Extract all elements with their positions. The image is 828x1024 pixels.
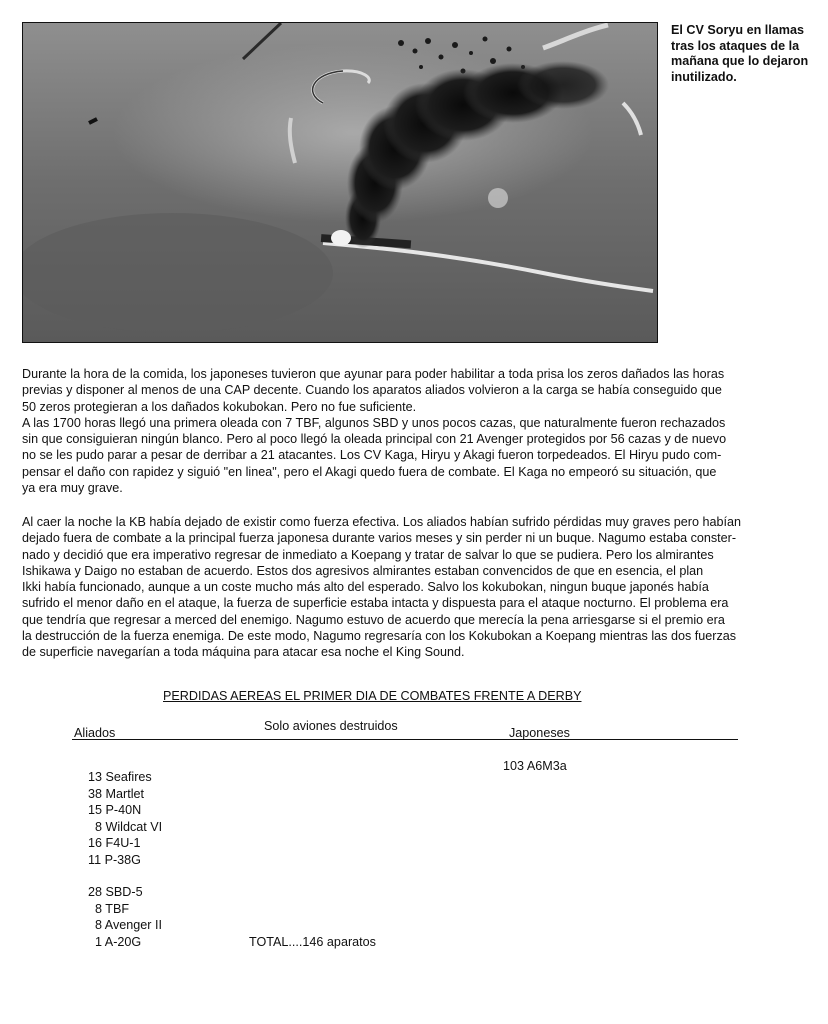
text-line: de superficie navegarían a toda máquina para atacar esa noche el King Sound. <box>22 645 465 660</box>
allies-column-header: Aliados <box>74 726 116 740</box>
list-item: 28 SBD-5 <box>88 885 143 899</box>
losses-table-title: PERDIDAS AEREAS EL PRIMER DIA DE COMBATES FRENTE A DERBY <box>163 689 582 703</box>
text-line: que tendría que regresar a merced del enemigo. Nagumo estuvo de acuerdo que merecía la pena arriesgarse si el premio era <box>22 612 725 627</box>
text-line: sin que consiguieran ningún blanco. Pero al poco llegó la oleada principal con 21 Avenger protegidos por 56 cazas y de nuevo <box>22 432 727 447</box>
list-item: 16 F4U-1 <box>88 836 141 850</box>
text-line: Ishikawa y Daigo no estaban de acuerdo. Estos dos agresivos almirantes estaban convencidos de que en esencia, el plan <box>22 563 704 578</box>
header-divider <box>72 739 738 740</box>
losses-subtitle: Solo aviones destruidos <box>264 719 398 733</box>
burning-carrier-photo-icon <box>23 23 657 342</box>
body-paragraph-1 <box>22 366 822 496</box>
list-item: 8 Wildcat VI <box>88 819 163 834</box>
list-item: 38 Martlet <box>88 786 144 801</box>
text-line: dejado fuera de combate a la principal fuerza japonesa durante varios meses y sin perder ni un buque. Nagumo estaba conster- <box>22 531 737 546</box>
text-line: sufrido el menor daño en el ataque, la fuerza de superficie estaba intacta y dispuesta para el ataque nocturno. El problema era <box>22 596 729 611</box>
list-item: 8 Avenger II <box>88 918 162 932</box>
losses-total: TOTAL....146 aparatos <box>249 935 376 949</box>
list-item: 13 Seafires <box>88 770 152 784</box>
text-line: Al caer la noche la KB había dejado de existir como fuerza efectiva. Los aliados habían sufrido pérdidas muy graves pero habían <box>22 515 741 529</box>
text-line: ya era muy grave. <box>22 481 123 496</box>
list-item: 15 P-40N <box>88 803 142 817</box>
text-line: Ikki había funcionado, aunque a un coste mucho más alto del esperado. Salvo los kokubokan, ningun buque japonés había <box>22 580 709 595</box>
japan-loss-item: 103 A6M3a <box>503 759 567 773</box>
text-line: no se les pudo parar a pesar de derribar a 21 atacantes. Los CV Kaga, Hiryu y Akagi fueron torpedeados. El Hiryu pudo com- <box>22 448 722 463</box>
list-item: 1 A-20G <box>88 934 142 949</box>
text-line: nado y decidió que era imperativo regresar de inmediato a Koepang y tratar de salvar lo que se pudiera. Pero los almirantes <box>22 547 714 562</box>
carrier-photo <box>22 22 658 343</box>
text-line: la destrucción de la fuerza enemiga. De este modo, Nagumo regresaría con los Kokubokan a Koepang mientras las dos fuerzas <box>22 629 737 644</box>
text-line: previas y disponer al menos de una CAP decente. Cuando los aparatos aliados volvieron a la carga se había conseguido que <box>22 383 722 398</box>
text-line: pensar el daño con rapidez y siguió "en linea", pero el Akagi quedo fuera de combate. El Kaga no empeoró su situación, que <box>22 464 717 479</box>
text-line: A las 1700 horas llegó una primera oleada con 7 TBF, algunos SBD y unos pocos cazas, que naturalmente fueron rechazados <box>22 415 726 430</box>
text-line: Durante la hora de la comida, los japoneses tuvieron que ayunar para poder habilitar a toda prisa los zeros dañados las horas <box>22 367 725 381</box>
japan-column-header: Japoneses <box>509 726 570 740</box>
allied-losses-list <box>88 769 162 950</box>
list-item: 11 P-38G <box>88 852 141 867</box>
list-item: 8 TBF <box>88 901 130 916</box>
text-line: 50 zeros protegieran a los dañados kokubokan. Pero no fue suficiente. <box>22 399 417 414</box>
photo-caption: El CV Soryu en llamas tras los ataques de la mañana que lo dejaron inutilizado. <box>671 23 809 84</box>
body-paragraph-2 <box>22 514 822 661</box>
